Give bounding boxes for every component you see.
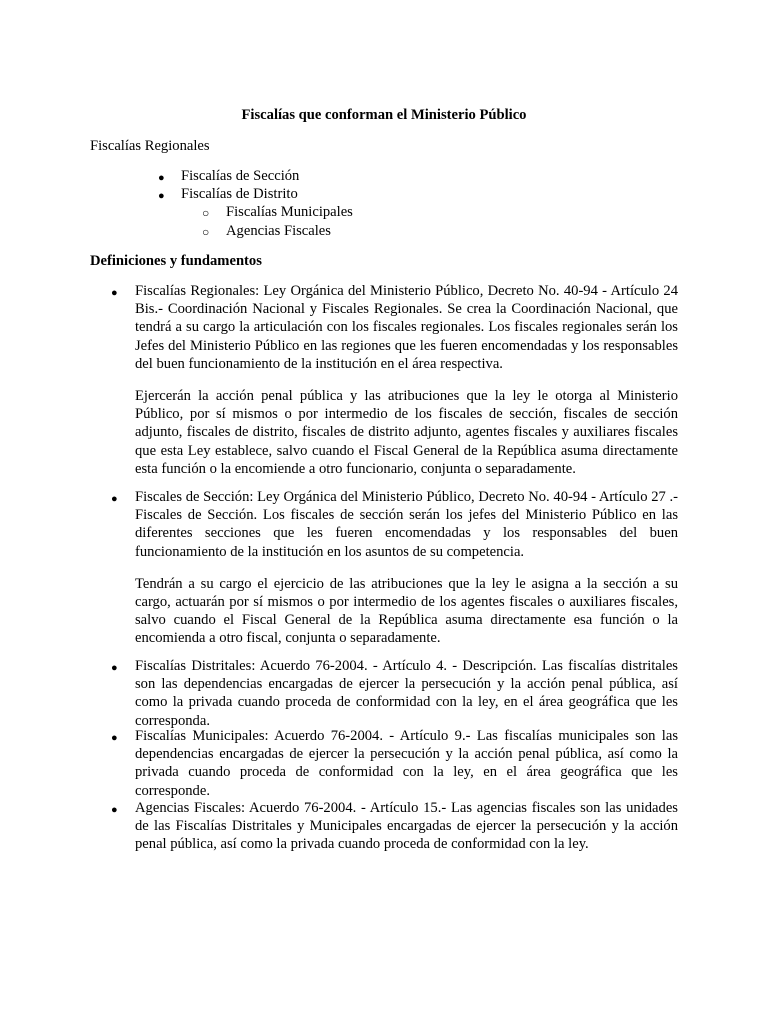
filled-bullet-icon: ● bbox=[111, 804, 118, 816]
definition-paragraph: Tendrán a su cargo el ejercicio de las atribuciones que la ley le asigna a la sección a su cargo, actuarán por sí mismos o por intermedio de los agentes fiscales o auxiliares fiscales, salvo cuando el Fiscal General de la República asuma directamente esa función o la encomienda a otro fiscal, conjunta o separadamente. bbox=[135, 575, 678, 647]
filled-bullet-icon: ● bbox=[158, 190, 165, 202]
hollow-bullet-icon: ○ bbox=[202, 225, 210, 239]
definition-body bbox=[135, 488, 678, 648]
hollow-bullet-icon: ○ bbox=[202, 206, 210, 220]
filled-bullet-icon: ● bbox=[158, 172, 165, 184]
definition-paragraph: Fiscalías Regionales: Ley Orgánica del Ministerio Público, Decreto No. 40-94 - Artículo 24 Bis.- Coordinación Nacional y Fiscales Regionales. Se crea la Coordinación Nacional, que tendrá a su cargo la articulación con los fiscales regionales. Los fiscales regionales serán los Jefes del Ministerio Público en las regiones que les fueren encomendadas y los responsables del buen funcionamiento de la institución en el área respectiva. bbox=[135, 283, 678, 372]
definition-paragraph: Ejercerán la acción penal pública y las atribuciones que la ley le otorga al Ministerio Público, por sí mismos o por intermedio de los fiscales de sección, fiscales de sección adjunto, fiscales de distrito, fiscales de distrito adjunto, agentes fiscales y auxiliares fiscales que esta Ley establece, salvo cuando el Fiscal General de la República asuma directamente esta función o la encomiende a otro funcionario, conjunta o separadamente. bbox=[135, 388, 678, 477]
definition-body bbox=[135, 282, 678, 478]
outline-item-label: Fiscalías de Sección bbox=[181, 168, 300, 184]
document-title: Fiscalías que conforman el Ministerio Público bbox=[241, 107, 527, 123]
definition-body bbox=[135, 657, 678, 730]
definition-paragraph: Fiscales de Sección: Ley Orgánica del Ministerio Público, Decreto No. 40-94 - Artículo 27 .- Fiscales de Sección. Los fiscales de sección serán los jefes del Ministerio Público en las diferentes secciones que les fueren encomendadas y los responsables del buen funcionamiento de la institución en los asuntos de su competencia. bbox=[135, 489, 678, 560]
outline-item-label: Fiscalías de Distrito bbox=[181, 186, 298, 202]
definition-paragraph: Agencias Fiscales: Acuerdo 76-2004. - Artículo 15.- Las agencias fiscales son las unidades de las Fiscalías Distritales y Municipales encargadas de ejercer la persecución y la acción penal pública, así como la privada cuando proceda de conformidad con la ley. bbox=[135, 800, 678, 853]
outline-subitem-label: Fiscalías Municipales bbox=[226, 204, 353, 220]
definition-paragraph: Fiscalías Municipales: Acuerdo 76-2004. - Artículo 9.- Las fiscalías municipales son las dependencias encargadas de ejercer la persecución y la acción penal pública, así como la privada cuando proceda de conformidad con la ley, en el área geográfica que les corresponde. bbox=[135, 728, 678, 799]
definition-body bbox=[135, 727, 678, 800]
subheading-regional: Fiscalías Regionales bbox=[90, 138, 210, 154]
filled-bullet-icon: ● bbox=[111, 662, 118, 674]
section-heading-definitions: Definiciones y fundamentos bbox=[90, 253, 262, 269]
filled-bullet-icon: ● bbox=[111, 732, 118, 744]
filled-bullet-icon: ● bbox=[111, 493, 118, 505]
outline-subitem-label: Agencias Fiscales bbox=[226, 223, 331, 239]
filled-bullet-icon: ● bbox=[111, 287, 118, 299]
definition-body bbox=[135, 799, 678, 854]
definition-paragraph: Fiscalías Distritales: Acuerdo 76-2004. - Artículo 4. - Descripción. Las fiscalías distritales son las dependencias encargadas de ejercer la persecución y la acción penal pública, así como la privada cuando proceda de conformidad con la ley, en el área geográfica que les corresponda. bbox=[135, 658, 678, 729]
